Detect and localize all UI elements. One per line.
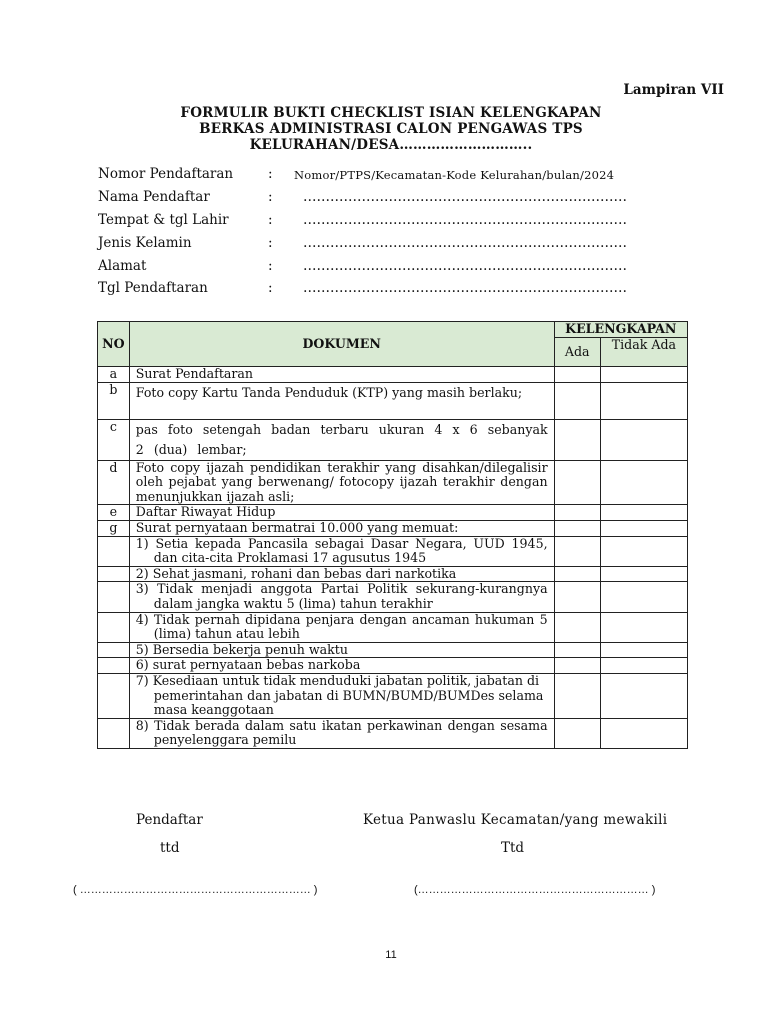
ada-cell[interactable] bbox=[554, 367, 600, 383]
signature-left-ttd: ttd bbox=[160, 840, 180, 856]
ada-cell[interactable] bbox=[554, 536, 600, 566]
field-colon: : bbox=[268, 258, 273, 274]
row-number bbox=[98, 718, 130, 748]
table-row bbox=[98, 382, 688, 419]
statement-text: 6) surat pernyataan bebas narkoba bbox=[135, 657, 361, 673]
field-colon: : bbox=[268, 235, 273, 251]
field-nomor-pendaftaran bbox=[98, 166, 678, 186]
document-item: pas foto setengah badan terbaru ukuran 4 x 6 sebanyak 2 (dua) lembar; bbox=[129, 419, 554, 460]
tidak-ada-cell[interactable] bbox=[600, 612, 687, 642]
form-title-line-1: FORMULIR BUKTI CHECKLIST ISIAN KELENGKAPAN bbox=[180, 105, 602, 121]
ada-cell[interactable] bbox=[554, 612, 600, 642]
statement-item bbox=[129, 582, 554, 612]
tidak-ada-cell[interactable] bbox=[600, 718, 687, 748]
field-label: Jenis Kelamin bbox=[98, 235, 192, 251]
field-tempat-tgl-lahir bbox=[98, 212, 678, 232]
document-item: Foto copy ijazah pendidikan terakhir yang disahkan/dilegalisir oleh pejabat yang berwenang/ fotocopy ijazah terakhir dengan menunjukkan ijazah asli; bbox=[129, 460, 554, 505]
statement-item bbox=[129, 718, 554, 748]
row-number: c bbox=[98, 419, 130, 460]
tidak-ada-cell[interactable] bbox=[600, 367, 687, 383]
signature-left-name-line[interactable]: ( ……………………………………………………… ) bbox=[73, 884, 318, 896]
field-label: Tempat & tgl Lahir bbox=[98, 212, 229, 228]
row-number bbox=[98, 673, 130, 718]
table-row bbox=[98, 718, 688, 748]
table-row bbox=[98, 505, 688, 521]
field-label: Nomor Pendaftaran bbox=[98, 166, 234, 182]
table-row bbox=[98, 566, 688, 582]
ada-cell[interactable] bbox=[554, 460, 600, 505]
tidak-ada-cell[interactable] bbox=[600, 566, 687, 582]
header-kelengkapan: KELENGKAPAN bbox=[554, 322, 687, 338]
field-label: Tgl Pendaftaran bbox=[98, 280, 208, 296]
table-row bbox=[98, 520, 688, 536]
signature-right-title: Ketua Panwaslu Kecamatan/yang mewakili bbox=[363, 812, 668, 828]
statement-item bbox=[129, 536, 554, 566]
statement-text: 3) Tidak menjadi anggota Partai Politik sekurang-kurangnya dalam jangka waktu 5 (lima) tahun terakhir bbox=[135, 581, 548, 611]
ada-cell[interactable] bbox=[554, 505, 600, 521]
statement-text: 7) Kesediaan untuk tidak menduduki jabatan politik, jabatan di pemerintahan dan jabatan di BUMN/BUMD/BUMDes selama masa keanggotaan bbox=[135, 672, 544, 718]
tidak-ada-cell[interactable] bbox=[600, 382, 687, 419]
page-number: 11 bbox=[385, 949, 397, 961]
statement-text: 2) Sehat jasmani, rohani dan bebas dari narkotika bbox=[135, 565, 457, 581]
row-number: a bbox=[98, 367, 130, 383]
document-item: Surat Pendaftaran bbox=[129, 367, 554, 383]
ada-cell[interactable] bbox=[554, 566, 600, 582]
field-value[interactable]: ……………………………………………………………… bbox=[303, 189, 627, 205]
checklist-table bbox=[97, 321, 688, 749]
table-row bbox=[98, 612, 688, 642]
field-value[interactable]: ……………………………………………………………… bbox=[303, 258, 627, 274]
form-title-line-3: KELURAHAN/DESA……………………….. bbox=[249, 137, 533, 153]
ada-cell[interactable] bbox=[554, 382, 600, 419]
table-row bbox=[98, 582, 688, 612]
field-value[interactable]: ……………………………………………………………… bbox=[303, 212, 627, 228]
tidak-ada-cell[interactable] bbox=[600, 460, 687, 505]
tidak-ada-cell[interactable] bbox=[600, 536, 687, 566]
field-colon: : bbox=[268, 280, 273, 296]
statement-item bbox=[129, 658, 554, 674]
row-number bbox=[98, 536, 130, 566]
ada-cell[interactable] bbox=[554, 642, 600, 658]
document-item: Surat pernyataan bermatrai 10.000 yang memuat: bbox=[129, 520, 554, 536]
ada-cell[interactable] bbox=[554, 582, 600, 612]
ada-cell[interactable] bbox=[554, 673, 600, 718]
field-value[interactable]: ……………………………………………………………… bbox=[303, 235, 627, 251]
row-number bbox=[98, 658, 130, 674]
ada-cell[interactable] bbox=[554, 658, 600, 674]
field-value[interactable]: ……………………………………………………………… bbox=[303, 280, 627, 296]
table-row bbox=[98, 658, 688, 674]
table-row bbox=[98, 419, 688, 460]
row-number: b bbox=[98, 382, 130, 419]
ada-cell[interactable] bbox=[554, 419, 600, 460]
table-row bbox=[98, 367, 688, 383]
attachment-label: Lampiran VII bbox=[623, 82, 724, 98]
table-row bbox=[98, 536, 688, 566]
row-number bbox=[98, 612, 130, 642]
field-colon: : bbox=[268, 212, 273, 228]
field-label: Nama Pendaftar bbox=[98, 189, 210, 205]
header-no: NO bbox=[98, 322, 130, 367]
tidak-ada-cell[interactable] bbox=[600, 582, 687, 612]
field-colon: : bbox=[268, 166, 273, 182]
statement-item bbox=[129, 612, 554, 642]
table-row bbox=[98, 642, 688, 658]
row-number: g bbox=[98, 520, 130, 536]
document-item: Foto copy Kartu Tanda Penduduk (KTP) yang masih berlaku; bbox=[129, 382, 554, 419]
tidak-ada-cell[interactable] bbox=[600, 520, 687, 536]
header-dokumen: DOKUMEN bbox=[129, 322, 554, 367]
signature-right-name-line[interactable]: (……………………………………………………… ) bbox=[414, 884, 656, 896]
document-item: Daftar Riwayat Hidup bbox=[129, 505, 554, 521]
table-row bbox=[98, 673, 688, 718]
tidak-ada-cell[interactable] bbox=[600, 419, 687, 460]
field-alamat bbox=[98, 258, 678, 278]
statement-item bbox=[129, 673, 554, 718]
field-label: Alamat bbox=[98, 258, 147, 274]
row-number bbox=[98, 642, 130, 658]
table-row bbox=[98, 460, 688, 505]
field-jenis-kelamin bbox=[98, 235, 678, 255]
field-nama-pendaftar bbox=[98, 189, 678, 209]
tidak-ada-cell[interactable] bbox=[600, 673, 687, 718]
row-number: d bbox=[98, 460, 130, 505]
header-ada: Ada bbox=[554, 338, 600, 367]
field-value[interactable]: Nomor/PTPS/Kecamatan-Kode Kelurahan/bulan/2024 bbox=[294, 168, 615, 182]
field-colon: : bbox=[268, 189, 273, 205]
header-tidak-ada: Tidak Ada bbox=[600, 338, 687, 367]
signature-right-ttd: Ttd bbox=[501, 840, 525, 856]
ada-cell[interactable] bbox=[554, 718, 600, 748]
statement-item bbox=[129, 566, 554, 582]
statement-text: 8) Tidak berada dalam satu ikatan perkawinan dengan sesama penyelenggara pemilu bbox=[135, 717, 548, 748]
tidak-ada-cell[interactable] bbox=[600, 642, 687, 658]
statement-text: 5) Bersedia bekerja penuh waktu bbox=[135, 641, 348, 657]
signature-left-title: Pendaftar bbox=[136, 812, 203, 828]
row-number bbox=[98, 566, 130, 582]
form-title-line-2: BERKAS ADMINISTRASI CALON PENGAWAS TPS bbox=[199, 121, 583, 137]
row-number bbox=[98, 582, 130, 612]
row-number: e bbox=[98, 505, 130, 521]
field-tgl-pendaftaran bbox=[98, 280, 678, 300]
tidak-ada-cell[interactable] bbox=[600, 505, 687, 521]
statement-item bbox=[129, 642, 554, 658]
ada-cell[interactable] bbox=[554, 520, 600, 536]
tidak-ada-cell[interactable] bbox=[600, 658, 687, 674]
statement-text: 4) Tidak pernah dipidana penjara dengan ancaman hukuman 5 (lima) tahun atau lebih bbox=[135, 611, 548, 642]
statement-text: 1) Setia kepada Pancasila sebagai Dasar Negara, UUD 1945, dan cita-cita Proklamasi 17 agusutus 1945 bbox=[135, 535, 548, 566]
